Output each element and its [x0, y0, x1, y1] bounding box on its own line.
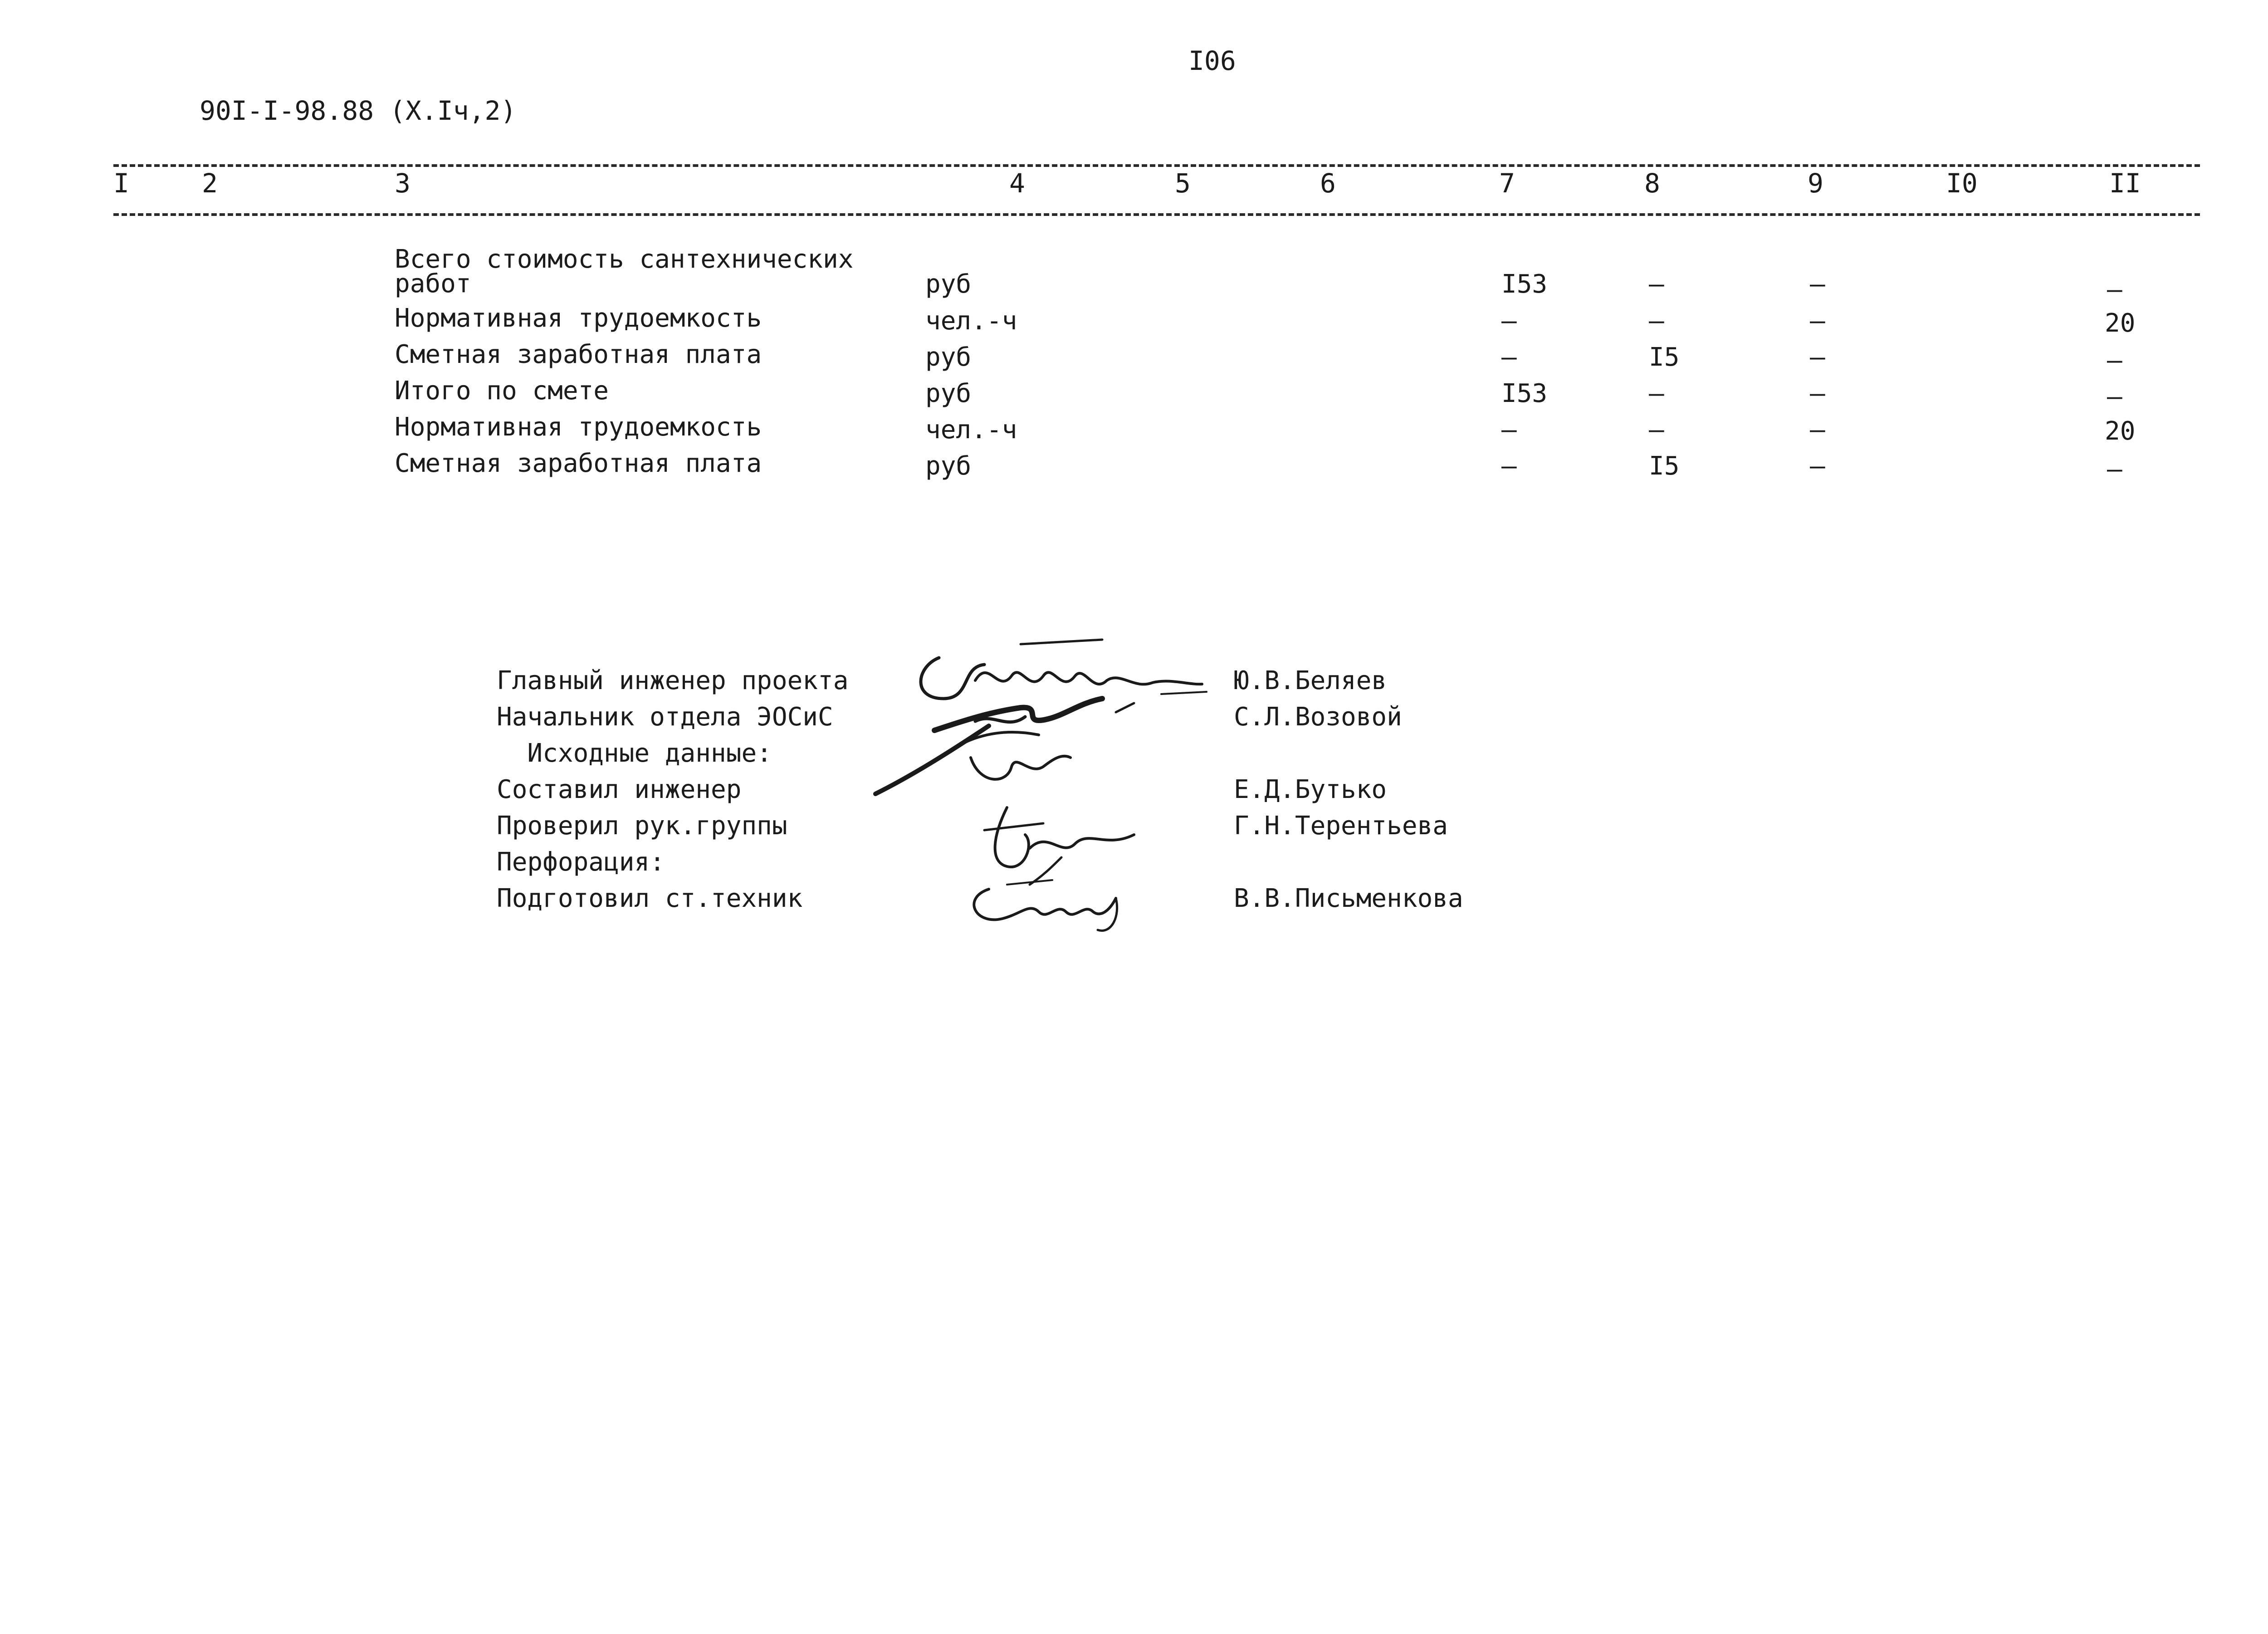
- column-number: 7: [1499, 168, 1515, 199]
- column-number: 5: [1175, 168, 1191, 199]
- cell-col9: –: [1810, 379, 1825, 408]
- row-label: Нормативная трудоемкость: [395, 412, 762, 442]
- cell-col8: –: [1649, 306, 1664, 336]
- cell-col8: –: [1649, 379, 1664, 408]
- cell-col7: –: [1501, 306, 1517, 336]
- handwritten-signature-technician: [962, 871, 1152, 939]
- signature-title: Проверил рук.группы: [497, 811, 787, 841]
- column-number: I: [113, 168, 129, 199]
- cell-col11: –: [2107, 455, 2122, 484]
- cell-col9: –: [1810, 342, 1825, 372]
- table-top-rule: [113, 164, 2200, 167]
- row-unit: руб: [925, 269, 972, 299]
- row-label: Сметная заработная плата: [395, 340, 762, 369]
- column-number: 6: [1320, 168, 1336, 199]
- column-number: II: [2109, 168, 2141, 199]
- column-number: 8: [1644, 168, 1660, 199]
- signature-name: Ю.В.Беляев: [1234, 666, 1387, 695]
- signature-name: Е.Д.Бутько: [1234, 775, 1387, 804]
- cell-col11: –: [2107, 382, 2122, 411]
- cell-col11: –: [2107, 275, 2122, 304]
- signature-title: Подготовил ст.техник: [497, 884, 803, 913]
- signature-name: С.Л.Возовой: [1234, 702, 1402, 732]
- signature-name: Г.Н.Терентьева: [1234, 811, 1448, 841]
- row-label: Нормативная трудоемкость: [395, 303, 762, 333]
- column-number: 2: [202, 168, 218, 199]
- cell-col9: –: [1810, 269, 1825, 299]
- row-unit: руб: [925, 379, 972, 408]
- row-label-continued: работ: [395, 269, 471, 298]
- row-unit: руб: [925, 451, 972, 481]
- signature-title: Начальник отдела ЭОСиС: [497, 702, 833, 732]
- page-number: I06: [1188, 45, 1236, 76]
- cell-col7: –: [1501, 415, 1517, 445]
- section-heading-source-data: Исходные данные:: [497, 739, 772, 768]
- cell-col8: –: [1649, 269, 1664, 299]
- cell-col8: –: [1649, 415, 1664, 445]
- row-unit: чел.-ч: [925, 415, 1017, 445]
- cell-col9: –: [1810, 451, 1825, 481]
- cell-col11: 20: [2105, 308, 2136, 338]
- cell-col7: I53: [1501, 379, 1548, 408]
- row-unit: руб: [925, 342, 972, 372]
- cell-col8: I5: [1649, 451, 1680, 481]
- column-number: 9: [1808, 168, 1823, 199]
- row-label: Сметная заработная плата: [395, 449, 762, 478]
- cell-col9: –: [1810, 306, 1825, 336]
- cell-col11: –: [2107, 346, 2122, 375]
- cell-col7: –: [1501, 342, 1517, 372]
- row-unit: чел.-ч: [925, 306, 1017, 336]
- cell-col11: 20: [2105, 416, 2136, 446]
- signature-title: Составил инженер: [497, 775, 742, 804]
- signature-title: Главный инженер проекта: [497, 666, 849, 695]
- column-number: 4: [1009, 168, 1025, 199]
- table-header-rule: [113, 213, 2200, 216]
- cell-col7: –: [1501, 451, 1517, 481]
- row-label: Всего стоимость сантехнических: [395, 245, 854, 274]
- section-heading-perforation: Перфорация:: [497, 847, 665, 877]
- signature-name: В.В.Письменкова: [1234, 884, 1463, 913]
- cell-col9: –: [1810, 415, 1825, 445]
- document-code: 90I-I-98.88 (X.Iч,2): [200, 95, 517, 126]
- cell-col8: I5: [1649, 342, 1680, 372]
- column-number: 3: [395, 168, 411, 199]
- row-label: Итого по смете: [395, 376, 609, 406]
- column-number: I0: [1946, 168, 1978, 199]
- handwritten-signature-engineer: [871, 717, 1125, 803]
- cell-col7: I53: [1501, 269, 1548, 299]
